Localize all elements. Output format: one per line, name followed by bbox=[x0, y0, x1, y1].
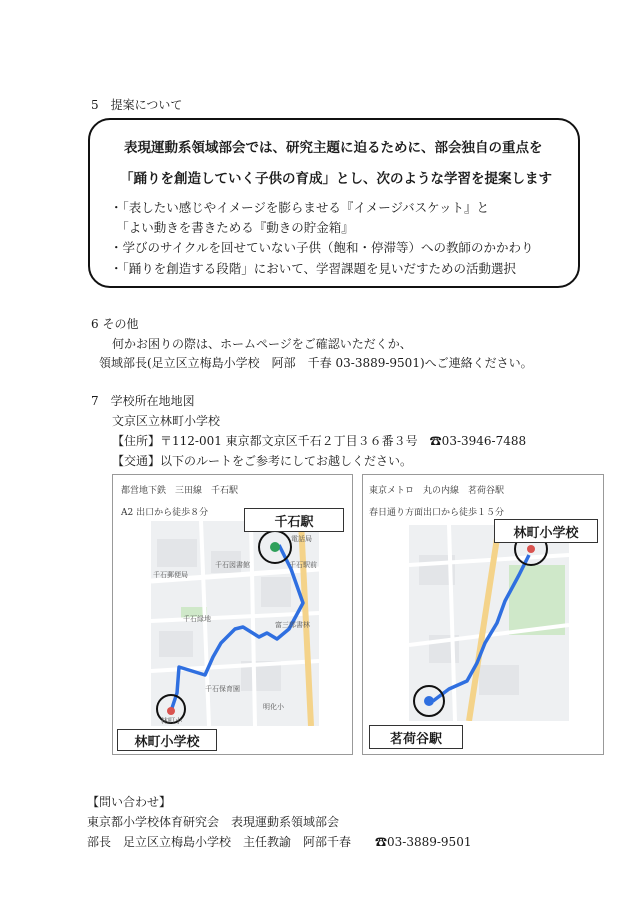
map-left-svg bbox=[151, 521, 319, 726]
svg-text:富三郎書林: 富三郎書林 bbox=[275, 621, 310, 629]
svg-text:千石図書館: 千石図書館 bbox=[215, 561, 250, 569]
svg-text:千石駅前: 千石駅前 bbox=[289, 561, 317, 569]
section5-heading: 5 提案について bbox=[91, 98, 183, 112]
map-left-school-label: 林町小学校 bbox=[117, 729, 217, 751]
map-right-caption2: 春日通り方面出口から徒歩１５分 bbox=[369, 508, 505, 518]
proposal-line1: 表現運動系領域部会では、研究主題に迫るために、部会独自の重点を bbox=[124, 140, 543, 156]
svg-text:千石緑地: 千石緑地 bbox=[183, 615, 211, 623]
proposal-bullet: ・学びのサイクルを回せていない子供（飽和・停滞等）への教師のかかわり bbox=[110, 240, 534, 255]
svg-text:林町小: 林町小 bbox=[161, 717, 182, 725]
svg-text:明化小: 明化小 bbox=[263, 703, 284, 711]
map-left-image bbox=[151, 521, 319, 726]
svg-text:千石保育園: 千石保育園 bbox=[205, 685, 240, 693]
section6-line2: 領域部長(足立区立梅島小学校 阿部 千春 03-3889-9501)へご連絡ください。 bbox=[99, 356, 533, 370]
proposal-bullet: ・「踊りを創造する段階」において、学習課題を見いだすための活動選択 bbox=[110, 261, 517, 276]
section6-line1: 何かお困りの際は、ホームページをご確認いただくか、 bbox=[112, 337, 412, 351]
map-left-caption1: 都営地下鉄 三田線 千石駅 bbox=[121, 486, 239, 496]
proposal-box bbox=[88, 118, 580, 288]
contact-person: 部長 足立区立梅島小学校 主任教諭 阿部千春 ☎03-3889-9501 bbox=[87, 835, 472, 849]
map-right-image bbox=[409, 525, 569, 721]
map-left-caption2: A2 出口から徒歩８分 bbox=[121, 508, 209, 518]
access-note: 【交通】以下のルートをご参考にしてお越しください。 bbox=[112, 454, 413, 468]
map-left-station-label: 千石駅 bbox=[244, 508, 344, 532]
proposal-bullet: ・「表したい感じやイメージを膨らませる『イメージバスケット』と bbox=[110, 200, 490, 215]
svg-text:千石郵便局: 千石郵便局 bbox=[153, 571, 188, 579]
school-name: 文京区立林町小学校 bbox=[112, 414, 221, 428]
map-myogadani bbox=[362, 474, 604, 755]
contact-heading: 【問い合わせ】 bbox=[87, 795, 172, 809]
map-senseki bbox=[112, 474, 353, 755]
map-right-station-label: 茗荷谷駅 bbox=[369, 725, 463, 749]
school-address: 【住所】〒112-001 東京都文京区千石２丁目３６番３号 ☎03-3946-7488 bbox=[112, 434, 527, 448]
map-right-caption1: 東京メトロ 丸の内線 茗荷谷駅 bbox=[369, 486, 505, 496]
proposal-line2: 「踊りを創造していく子供の育成」とし、次のような学習を提案します bbox=[120, 171, 552, 187]
map-right-school-label: 林町小学校 bbox=[494, 519, 598, 543]
contact-org: 東京都小学校体育研究会 表現運動系領域部会 bbox=[87, 815, 340, 829]
svg-text:電話局: 電話局 bbox=[291, 535, 312, 543]
map-right-svg bbox=[409, 525, 569, 721]
section6-heading: 6 その他 bbox=[91, 317, 139, 331]
section7-heading: 7 学校所在地地図 bbox=[91, 394, 195, 408]
proposal-bullet: 「よい動きを書きためる『動きの貯金箱』 bbox=[110, 220, 354, 235]
